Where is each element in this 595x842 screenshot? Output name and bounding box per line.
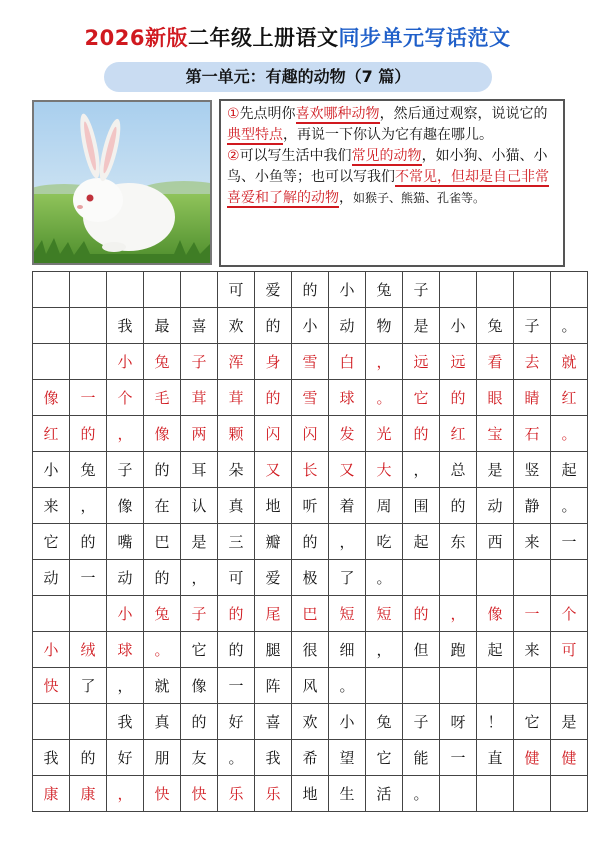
grid-cell: 来	[33, 488, 70, 524]
grid-cell: 动	[33, 560, 70, 596]
grid-cell: 白	[329, 344, 366, 380]
grid-cell: 活	[366, 776, 403, 812]
grid-cell: 的	[70, 740, 107, 776]
grid-cell: 个	[107, 380, 144, 416]
grid-cell: 远	[440, 344, 477, 380]
grid-cell	[70, 308, 107, 344]
grid-cell: ，	[107, 668, 144, 704]
grid-cell: 颗	[218, 416, 255, 452]
grid-cell: 的	[218, 596, 255, 632]
grid-cell: 子	[403, 704, 440, 740]
grid-cell: 三	[218, 524, 255, 560]
grid-row	[33, 596, 588, 632]
grid-cell: 石	[514, 416, 551, 452]
grid-cell: 了	[70, 668, 107, 704]
grid-cell: 细	[329, 632, 366, 668]
grid-cell: 光	[366, 416, 403, 452]
grid-cell: 呀	[440, 704, 477, 740]
grid-row	[33, 380, 588, 416]
grid-cell: 短	[366, 596, 403, 632]
tip-1-highlight-a: 喜欢哪种动物	[295, 106, 380, 122]
grid-cell: 静	[514, 488, 551, 524]
grid-cell: 眼	[477, 380, 514, 416]
grid-cell: 像	[107, 488, 144, 524]
grid-cell: ，	[70, 488, 107, 524]
grid-cell: 朵	[218, 452, 255, 488]
grid-cell: 像	[181, 668, 218, 704]
grid-cell: 风	[292, 668, 329, 704]
grid-cell: ，	[366, 632, 403, 668]
grid-cell: 的	[70, 524, 107, 560]
grid-cell: 围	[403, 488, 440, 524]
grid-cell: 宝	[477, 416, 514, 452]
grid-cell: 很	[292, 632, 329, 668]
grid-cell: 身	[255, 344, 292, 380]
grid-cell: 嘴	[107, 524, 144, 560]
grid-cell: 它	[514, 704, 551, 740]
tip-1-highlight-b: 典型特点	[227, 127, 283, 143]
grid-row	[33, 452, 588, 488]
grid-cell: 喜	[255, 704, 292, 740]
grid-row	[33, 308, 588, 344]
grid-cell	[440, 272, 477, 308]
grid-cell: 的	[440, 380, 477, 416]
grid-cell: 红	[551, 380, 588, 416]
grid-cell: 大	[366, 452, 403, 488]
grid-cell: 兔	[144, 596, 181, 632]
title-grade: 二年级上册语文	[187, 26, 339, 50]
grid-cell: 欢	[218, 308, 255, 344]
grid-cell: 可	[218, 560, 255, 596]
grid-row	[33, 776, 588, 812]
grid-cell: ，	[107, 776, 144, 812]
grid-cell: 闪	[292, 416, 329, 452]
grid-cell: 快	[181, 776, 218, 812]
grid-cell: 尾	[255, 596, 292, 632]
grid-cell: 的	[255, 380, 292, 416]
grid-cell: 好	[218, 704, 255, 740]
grid-cell: 长	[292, 452, 329, 488]
grid-cell: 球	[329, 380, 366, 416]
grid-cell: 的	[292, 524, 329, 560]
grid-cell	[514, 668, 551, 704]
grid-cell: 可	[218, 272, 255, 308]
grid-cell: 跑	[440, 632, 477, 668]
grid-cell: 爱	[255, 560, 292, 596]
grid-cell: 生	[329, 776, 366, 812]
grid-cell: 雪	[292, 380, 329, 416]
unit-banner: 第一单元：有趣的动物（7 篇）	[104, 62, 492, 92]
grid-cell	[70, 704, 107, 740]
grid-cell: 兔	[144, 344, 181, 380]
grid-cell: 着	[329, 488, 366, 524]
grid-cell: 雪	[292, 344, 329, 380]
grid-cell	[440, 668, 477, 704]
grid-cell: 希	[292, 740, 329, 776]
grid-cell	[440, 560, 477, 596]
grid-cell: 子	[181, 596, 218, 632]
grid-cell: 一	[70, 560, 107, 596]
grid-cell: 红	[440, 416, 477, 452]
grid-cell: 动	[477, 488, 514, 524]
grid-cell: 的	[440, 488, 477, 524]
grid-cell: 来	[514, 632, 551, 668]
grid-cell: 是	[181, 524, 218, 560]
grid-cell: 友	[181, 740, 218, 776]
grid-cell: 腿	[255, 632, 292, 668]
tip-2-highlight-b: 不常见，但却是自己非常喜爱和了解的动物	[227, 169, 549, 206]
grid-cell: 睛	[514, 380, 551, 416]
grid-cell: 兔	[366, 272, 403, 308]
page-title	[0, 22, 595, 52]
grid-cell: 认	[181, 488, 218, 524]
grid-cell	[514, 560, 551, 596]
grid-cell: 竖	[514, 452, 551, 488]
grid-cell: 一	[440, 740, 477, 776]
grid-cell: 阵	[255, 668, 292, 704]
grid-cell: 是	[551, 704, 588, 740]
grid-cell: 兔	[477, 308, 514, 344]
grid-cell: 。	[551, 416, 588, 452]
grid-cell: 小	[440, 308, 477, 344]
grid-cell: 兔	[70, 452, 107, 488]
grid-cell: 像	[33, 380, 70, 416]
grid-cell: 茸	[218, 380, 255, 416]
grid-cell: 我	[107, 308, 144, 344]
grid-cell: 。	[218, 740, 255, 776]
grid-cell: 物	[366, 308, 403, 344]
grid-cell: 它	[33, 524, 70, 560]
grid-cell: 短	[329, 596, 366, 632]
grid-cell: 它	[366, 740, 403, 776]
grid-cell: 小	[292, 308, 329, 344]
grid-row	[33, 344, 588, 380]
grid-cell: 又	[329, 452, 366, 488]
grid-cell: 巴	[144, 524, 181, 560]
grid-cell: 起	[403, 524, 440, 560]
grid-cell: 。	[551, 488, 588, 524]
grid-cell: 总	[440, 452, 477, 488]
grid-cell	[477, 560, 514, 596]
grid-cell: 的	[403, 416, 440, 452]
grid-cell	[477, 776, 514, 812]
grid-cell: 小	[329, 272, 366, 308]
grid-cell: 地	[292, 776, 329, 812]
grid-cell: 发	[329, 416, 366, 452]
grid-cell: 。	[551, 308, 588, 344]
grid-cell: 真	[144, 704, 181, 740]
grid-cell: 一	[551, 524, 588, 560]
grid-row	[33, 704, 588, 740]
grid-cell: 耳	[181, 452, 218, 488]
grid-cell: 望	[329, 740, 366, 776]
grid-cell	[440, 776, 477, 812]
grid-cell: 小	[33, 632, 70, 668]
grid-cell: 子	[181, 344, 218, 380]
grid-cell: 爱	[255, 272, 292, 308]
grid-cell: 在	[144, 488, 181, 524]
grid-cell: 闪	[255, 416, 292, 452]
grid-cell	[70, 272, 107, 308]
grid-cell: 是	[403, 308, 440, 344]
grid-cell: 起	[477, 632, 514, 668]
writing-tips	[219, 99, 565, 267]
grid-cell: 小	[107, 344, 144, 380]
grid-cell: 喜	[181, 308, 218, 344]
grid-cell	[551, 776, 588, 812]
grid-cell: 茸	[181, 380, 218, 416]
grid-cell: 。	[329, 668, 366, 704]
grid-cell: 小	[33, 452, 70, 488]
grid-cell: ，	[440, 596, 477, 632]
grid-cell	[181, 272, 218, 308]
grid-cell: 小	[329, 704, 366, 740]
grid-cell: 毛	[144, 380, 181, 416]
grid-row	[33, 560, 588, 596]
grid-cell: 像	[144, 416, 181, 452]
writing-grid	[32, 271, 588, 812]
grid-cell	[33, 344, 70, 380]
grid-row	[33, 668, 588, 704]
grid-cell: 好	[107, 740, 144, 776]
grid-cell: 绒	[70, 632, 107, 668]
grid-cell: 康	[33, 776, 70, 812]
grid-cell: ，	[366, 344, 403, 380]
grid-cell: 快	[33, 668, 70, 704]
grid-cell: 康	[70, 776, 107, 812]
grid-cell: 一	[514, 596, 551, 632]
grid-cell: 听	[292, 488, 329, 524]
grid-cell: 吃	[366, 524, 403, 560]
grid-cell: 快	[144, 776, 181, 812]
grid-cell: 就	[551, 344, 588, 380]
grid-cell: ，	[403, 452, 440, 488]
grid-cell: 欢	[292, 704, 329, 740]
title-topic: 同步单元写话范文	[338, 26, 511, 50]
grid-cell: 。	[366, 560, 403, 596]
grid-cell	[107, 272, 144, 308]
grid-cell: 远	[403, 344, 440, 380]
grid-cell	[551, 272, 588, 308]
grid-cell: 健	[551, 740, 588, 776]
grid-cell: 个	[551, 596, 588, 632]
grid-cell: 子	[514, 308, 551, 344]
grid-cell: 乐	[255, 776, 292, 812]
grid-cell: ，	[181, 560, 218, 596]
grid-cell: 它	[181, 632, 218, 668]
grid-cell: 小	[107, 596, 144, 632]
grid-cell: 的	[144, 452, 181, 488]
title-edition: 2026新版	[84, 26, 188, 50]
grid-cell: 一	[70, 380, 107, 416]
grid-cell: 它	[403, 380, 440, 416]
grid-cell: 的	[292, 272, 329, 308]
tip-2-highlight-a: 常见的动物	[351, 148, 422, 164]
grid-row	[33, 632, 588, 668]
grid-cell: 是	[477, 452, 514, 488]
grid-row	[33, 524, 588, 560]
grid-cell	[70, 344, 107, 380]
grid-cell: 瓣	[255, 524, 292, 560]
grid-cell	[551, 560, 588, 596]
grid-cell: 起	[551, 452, 588, 488]
rabbit-illustration	[34, 102, 210, 263]
grid-cell: 又	[255, 452, 292, 488]
grid-cell	[477, 668, 514, 704]
grid-cell	[514, 272, 551, 308]
grid-cell	[33, 272, 70, 308]
grid-row	[33, 272, 588, 308]
grid-cell: 真	[218, 488, 255, 524]
grid-cell	[366, 668, 403, 704]
grid-cell: 像	[477, 596, 514, 632]
grid-cell	[70, 596, 107, 632]
tip-1-number: ①	[227, 106, 240, 122]
grid-cell: 可	[551, 632, 588, 668]
grid-cell	[403, 560, 440, 596]
grid-cell	[33, 596, 70, 632]
grid-cell: 的	[403, 596, 440, 632]
grid-cell: 地	[255, 488, 292, 524]
grid-cell: 的	[218, 632, 255, 668]
tip-1: ①先点明你喜欢哪种动物，然后通过观察，说说它的典型特点，再说一下你认为它有趣在哪儿。	[227, 106, 548, 143]
grid-cell: 的	[70, 416, 107, 452]
grid-cell: 子	[107, 452, 144, 488]
grid-cell: 浑	[218, 344, 255, 380]
grid-cell: 兔	[366, 704, 403, 740]
rabbit-photo	[32, 100, 212, 265]
grid-cell: 直	[477, 740, 514, 776]
grid-cell	[33, 704, 70, 740]
grid-cell: 但	[403, 632, 440, 668]
grid-cell: 最	[144, 308, 181, 344]
grid-cell: 两	[181, 416, 218, 452]
grid-cell: 极	[292, 560, 329, 596]
grid-row	[33, 488, 588, 524]
grid-cell: 就	[144, 668, 181, 704]
grid-cell	[33, 308, 70, 344]
grid-cell: 。	[403, 776, 440, 812]
grid-cell	[551, 668, 588, 704]
grid-cell	[403, 668, 440, 704]
grid-cell: 一	[218, 668, 255, 704]
grid-cell: 看	[477, 344, 514, 380]
grid-cell	[144, 272, 181, 308]
grid-cell	[514, 776, 551, 812]
grid-cell: 子	[403, 272, 440, 308]
tip-2-number: ②	[227, 148, 240, 164]
grid-row	[33, 740, 588, 776]
grid-cell: ，	[329, 524, 366, 560]
grid-cell: 周	[366, 488, 403, 524]
grid-cell: 东	[440, 524, 477, 560]
grid-cell: 西	[477, 524, 514, 560]
grid-cell: 红	[33, 416, 70, 452]
grid-cell: 健	[514, 740, 551, 776]
grid-cell: 的	[255, 308, 292, 344]
grid-cell: 来	[514, 524, 551, 560]
grid-cell: 了	[329, 560, 366, 596]
grid-row	[33, 416, 588, 452]
grid-cell: 巴	[292, 596, 329, 632]
grid-cell: 能	[403, 740, 440, 776]
grid-cell: 我	[107, 704, 144, 740]
grid-cell: 的	[181, 704, 218, 740]
grid-cell: 。	[366, 380, 403, 416]
grid-cell: 乐	[218, 776, 255, 812]
tip-2: ②可以写生活中我们常见的动物，如小狗、小猫、小鸟、小鱼等；也可以写我们不常见，但却是自己非常喜爱和了解的动物，如猴子、熊猫、孔雀等。	[227, 148, 549, 206]
grid-cell: ！	[477, 704, 514, 740]
grid-cell: 动	[107, 560, 144, 596]
grid-cell: 去	[514, 344, 551, 380]
grid-cell: 动	[329, 308, 366, 344]
grid-cell: 朋	[144, 740, 181, 776]
grid-cell	[477, 272, 514, 308]
grid-cell: ，	[107, 416, 144, 452]
grid-cell: 球	[107, 632, 144, 668]
grid-cell: 。	[144, 632, 181, 668]
grid-cell: 我	[255, 740, 292, 776]
grid-cell: 我	[33, 740, 70, 776]
grid-cell: 的	[144, 560, 181, 596]
